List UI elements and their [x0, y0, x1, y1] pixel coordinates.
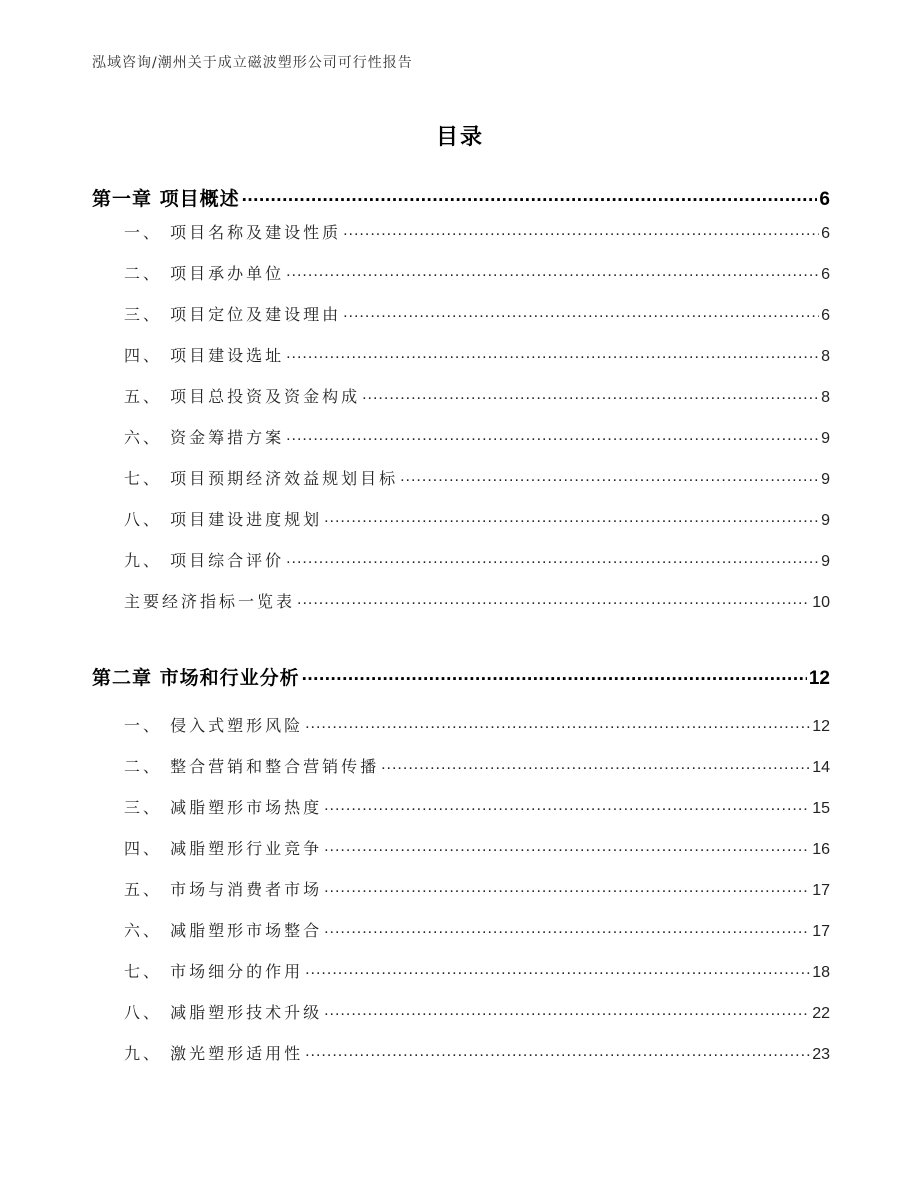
toc-entry-section[interactable]	[92, 1000, 830, 1026]
toc-entry-label: 三、 项目定位及建设理由	[124, 305, 342, 324]
toc-entry-page: 9	[821, 553, 830, 570]
dot-leader	[286, 427, 819, 443]
dot-leader	[305, 961, 810, 977]
toc-entry-label: 一、 侵入式塑形风险	[124, 716, 304, 735]
toc-entry-page: 15	[812, 800, 830, 817]
dot-leader	[343, 304, 819, 320]
toc-entry-label: 四、 项目建设选址	[124, 346, 285, 365]
toc-entry-section[interactable]	[92, 302, 830, 328]
dot-leader	[305, 715, 810, 731]
dot-leader	[242, 186, 818, 205]
toc-entry-page: 9	[821, 430, 830, 447]
toc-entry-chapter-2[interactable]	[92, 663, 830, 693]
toc-entry-label: 二、 整合营销和整合营销传播	[124, 757, 380, 776]
toc-entry-section[interactable]	[92, 548, 830, 574]
toc-entry-section[interactable]	[92, 754, 830, 780]
toc-entry-page: 12	[808, 668, 830, 689]
toc-entry-label: 七、 市场细分的作用	[124, 962, 304, 981]
toc-entry-label: 主要经济指标一览表	[124, 592, 296, 611]
toc-entry-label: 五、 市场与消费者市场	[124, 880, 323, 899]
toc-entry-label: 九、 项目综合评价	[124, 551, 285, 570]
toc-entry-label: 第二章 市场和行业分析	[92, 667, 300, 689]
toc-entry-label: 八、 项目建设进度规划	[124, 510, 323, 529]
toc-entry-page: 16	[812, 841, 830, 858]
dot-leader	[343, 222, 819, 238]
toc-entry-page: 22	[812, 1005, 830, 1022]
toc-entry-label: 二、 项目承办单位	[124, 264, 285, 283]
dot-leader	[305, 1043, 810, 1059]
toc-entry-page: 10	[812, 594, 830, 611]
dot-leader	[286, 550, 819, 566]
toc-entry-section[interactable]	[92, 918, 830, 944]
toc-entry-page: 8	[821, 389, 830, 406]
toc-entry-label: 第一章 项目概述	[92, 188, 240, 210]
toc-entry-page: 6	[821, 225, 830, 242]
toc-entry-label: 七、 项目预期经济效益规划目标	[124, 469, 399, 488]
toc-entry-page: 17	[812, 882, 830, 899]
toc-entry-section[interactable]	[92, 384, 830, 410]
toc-entry-section[interactable]	[92, 220, 830, 246]
dot-leader	[381, 756, 810, 772]
running-header: 泓域咨询/潮州关于成立磁波塑形公司可行性报告	[92, 55, 413, 71]
toc-entry-page: 6	[821, 307, 830, 324]
dot-leader	[400, 468, 819, 484]
dot-leader	[362, 386, 819, 402]
toc-entry-section[interactable]	[92, 466, 830, 492]
toc-entry-label: 六、 减脂塑形市场整合	[124, 921, 323, 940]
toc-entry-label: 九、 激光塑形适用性	[124, 1044, 304, 1063]
toc-entry-page: 6	[821, 266, 830, 283]
toc-entry-page: 23	[812, 1046, 830, 1063]
toc-entry-label: 三、 减脂塑形市场热度	[124, 798, 323, 817]
toc-entry-section[interactable]	[92, 795, 830, 821]
dot-leader	[297, 591, 810, 607]
toc-entry-section[interactable]	[92, 343, 830, 369]
dot-leader	[286, 263, 819, 279]
dot-leader	[324, 797, 810, 813]
toc-entry-label: 四、 减脂塑形行业竞争	[124, 839, 323, 858]
toc-entry-page: 9	[821, 512, 830, 529]
toc-entry-label: 一、 项目名称及建设性质	[124, 223, 342, 242]
dot-leader	[324, 920, 810, 936]
toc-entry-section[interactable]	[92, 261, 830, 287]
dot-leader	[324, 838, 810, 854]
dot-leader	[286, 345, 819, 361]
toc-entry-page: 12	[812, 718, 830, 735]
toc-entry-section[interactable]	[92, 589, 830, 615]
toc-entry-section[interactable]	[92, 959, 830, 985]
toc-entry-page: 14	[812, 759, 830, 776]
toc-entry-label: 六、 资金筹措方案	[124, 428, 285, 447]
dot-leader	[302, 665, 807, 684]
dot-leader	[324, 509, 819, 525]
toc-entry-label: 五、 项目总投资及资金构成	[124, 387, 361, 406]
toc-entry-page: 18	[812, 964, 830, 981]
toc-title: 目录	[435, 125, 484, 150]
toc-entry-page: 6	[819, 189, 830, 210]
toc-entry-section[interactable]	[92, 836, 830, 862]
toc-entry-chapter-1[interactable]	[92, 184, 830, 214]
toc-entry-section[interactable]	[92, 425, 830, 451]
toc-entry-page: 9	[821, 471, 830, 488]
toc-entry-section[interactable]	[92, 1041, 830, 1067]
toc-entry-page: 17	[812, 923, 830, 940]
toc-entry-page: 8	[821, 348, 830, 365]
dot-leader	[324, 879, 810, 895]
toc-entry-section[interactable]	[92, 507, 830, 533]
dot-leader	[324, 1002, 810, 1018]
toc-entry-section[interactable]	[92, 877, 830, 903]
toc-entry-section[interactable]	[92, 713, 830, 739]
toc-entry-label: 八、 减脂塑形技术升级	[124, 1003, 323, 1022]
